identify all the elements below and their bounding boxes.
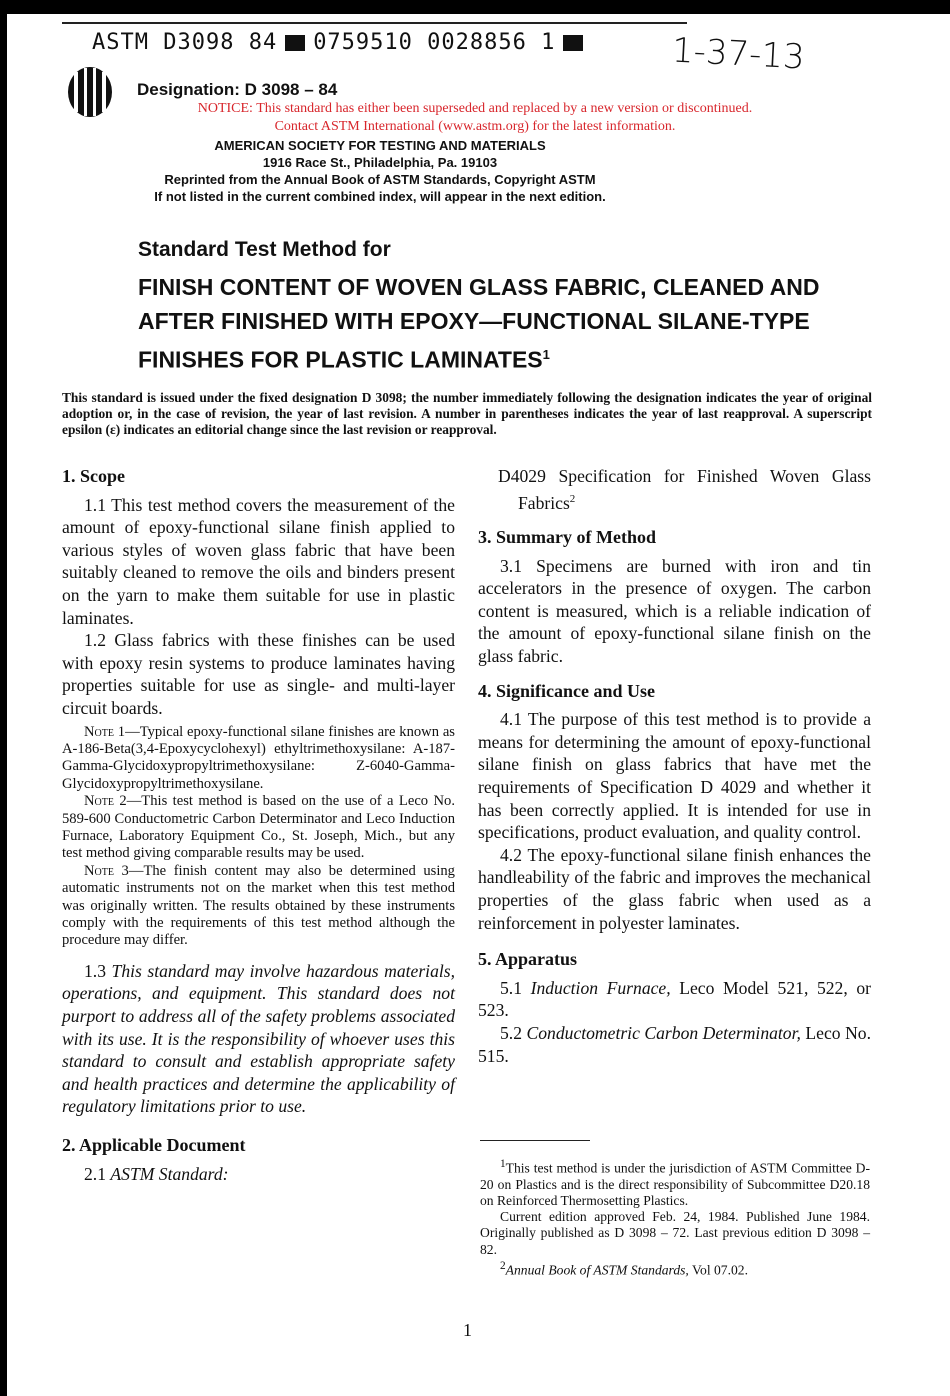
scan-code-header (92, 30, 591, 55)
title-main: FINISH CONTENT OF WOVEN GLASS FABRIC, CLEANED AND AFTER FINISHED WITH EPOXY—FUNCTIONAL SILANE-TYPE FINISHES FOR PLASTIC LAMINATES (138, 274, 820, 373)
footnote: $^2$Annual Book of ASTM Standards, Vol 07.02. (500, 1259, 748, 1278)
paragraph: 5.2 Conductometric Carbon Determinator, Leco No. 515. (478, 1022, 871, 1066)
document-title (138, 270, 878, 377)
section-heading: 2. Applicable Document (62, 1134, 246, 1155)
note: Note 3—The finish content may also be determined using automatic instruments not on the market when this test method was originally written. The results obtained by these instruments comply with the requirements of this test method although the procedure may differ. (62, 862, 455, 949)
title-prefix: Standard Test Method for (138, 238, 391, 261)
section-heading: 4. Significance and Use (478, 680, 656, 701)
publisher-line: Reprinted from the Annual Book of ASTM Standards, Copyright ASTM (164, 172, 596, 187)
code-right: 0759510 0028856 1 (313, 30, 556, 55)
section-heading: 1. Scope (62, 466, 125, 486)
abstract: This standard is issued under the fixed designation D 3098; the number immediately following the designation indicates the year of original adoption or, in the case of revision, the year of last revision. A number in parentheses indicates the year of last reapproval. A superscript epsilon (ε) indicates an editorial change since the last revision or reapproval. (62, 390, 872, 437)
scan-border-top (0, 0, 950, 14)
footnotes (480, 1156, 870, 1278)
notice-line: Contact ASTM International (www.astm.org) for the latest information. (274, 119, 676, 134)
footnote-rule (480, 1140, 590, 1141)
code-left: ASTM D3098 84 (92, 30, 278, 55)
handwritten-number: 1-37-13 (671, 30, 806, 78)
page-number: 1 (463, 1320, 472, 1340)
section-heading: 3. Summary of Method (478, 527, 656, 548)
note: Note 1—Typical epoxy-functional silane finishes are known as A-186-Beta(3,4-Epoxycyclohexyl) ethyltrimethoxysilane: A-187-Gamma-Glycidoxypropyltrimethoxysilane: Z-6040-Gamma-Glycidoxypropyltrimethoxysilane. (62, 723, 455, 792)
publisher-line: 1916 Race St., Philadelphia, Pa. 19103 (262, 155, 498, 170)
paragraph: 1.3 This standard may involve hazardous materials, operations, and equipment. This standard does not purport to address all of the safety problems associated with its use. It is the responsibility of whoever uses this standard to consult and establish appropriate safety and health practices and determine the applicability of regulatory limitations prior to use. (62, 960, 455, 1117)
paragraph: 1.1 This test method covers the measurement of the amount of epoxy-functional silane finish applied to various styles of woven glass fabric that have been suitably cleaned to remove the oils and binders present on the yarn to make them suitable for use in plastic laminates. (62, 494, 455, 628)
paragraph: 2.1 ASTM Standard: (84, 1163, 229, 1184)
left-column (62, 465, 455, 1185)
section-heading: 5. Apparatus (478, 949, 578, 970)
reference-item: D4029 Specification for Finished Woven Glass Fabrics$^2$ (498, 466, 871, 513)
paragraph: 5.1 Induction Furnace, Leco Model 521, 522, or 523. (478, 977, 871, 1021)
paragraph: 1.2 Glass fabrics with these finishes can be used with epoxy resin systems to produce laminates having properties suitable for use as single- and multi-layer circuit boards. (62, 630, 455, 718)
footnote: $^1$This test method is under the jurisdiction of ASTM Committee D-20 on Plastics and is the direct responsibility of Subcommittee D20.18 on Reinforced Thermosetting Plastics. (480, 1158, 870, 1208)
publisher-line: If not listed in the current combined index, will appear in the next edition. (154, 189, 606, 204)
footnote: Current edition approved Feb. 24, 1984. Published June 1984. Originally published as D 3098 – 72. Last previous edition D 3098 – 82. (480, 1209, 870, 1257)
footnote-mark: 1 (542, 347, 550, 362)
block-mark (285, 35, 305, 51)
right-column (478, 465, 871, 1067)
notice-line: NOTICE: This standard has either been superseded and replaced by a new version or discontinued. (197, 101, 753, 116)
paragraph: 4.2 The epoxy-functional silane finish enhances the handleability of the fabric and improves the mechanical properties of the glass fabric when used as a reinforcement in polyester laminates. (478, 844, 871, 933)
publisher-line: AMERICAN SOCIETY FOR TESTING AND MATERIALS (214, 138, 546, 153)
block-mark (563, 35, 583, 51)
notes (62, 724, 455, 950)
paragraph: 4.1 The purpose of this test method is to provide a means for determining the amount of epoxy-functional silane finish on glass fabrics that have met the requirements of Specification D 4029 and whether it has been correctly applied. It is intended for use in specifications, product evaluation, and quality control. (478, 709, 871, 843)
scan-border-left (0, 0, 7, 1396)
paragraph: 3.1 Specimens are burned with iron and tin accelerators in the presence of oxygen. The carbon content is measured, which is a reliable indication of the amount of epoxy-functional silane finish on the glass fabric. (478, 555, 871, 667)
note: Note 2—This test method is based on the use of a Leco No. 589-600 Conductometric Carbon Determinator and Leco Induction Furnace, Laboratory Equipment Co., St. Joseph, Mich., but any test method giving comparable results may be used. (62, 793, 455, 862)
header-rule (62, 22, 687, 24)
designation: Designation: D 3098 – 84 (137, 80, 338, 99)
